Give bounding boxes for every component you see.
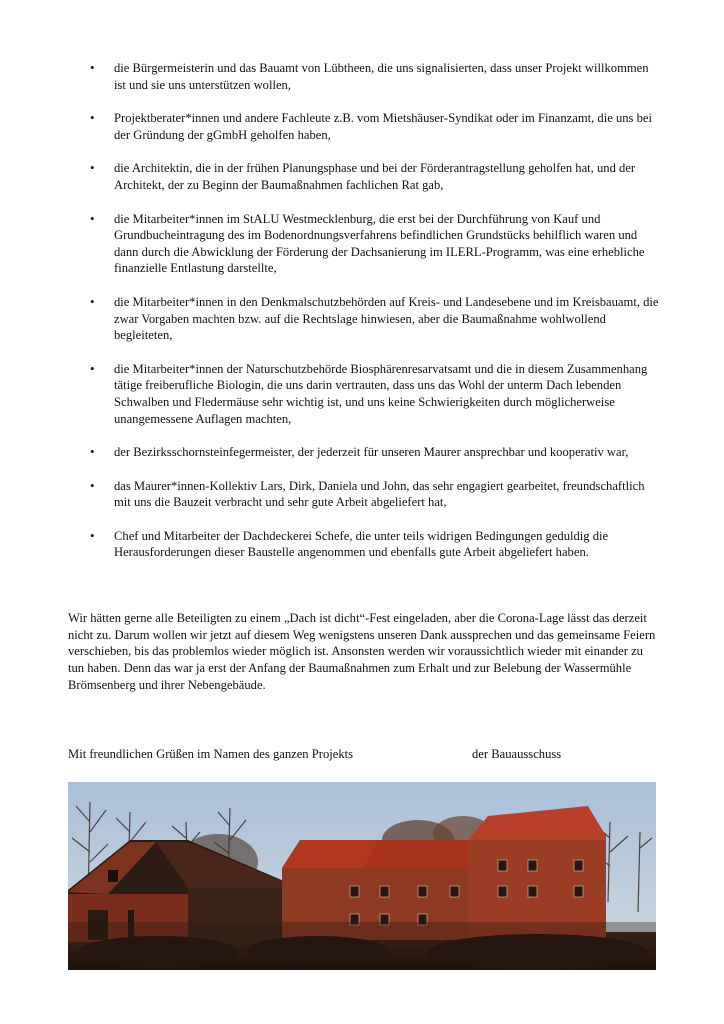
list-item-text: die Bürgermeisterin und das Bauamt von Lübtheen, die uns signalisierten, dass unser Projekt willkommen ist und sie uns unterstützen wollen, [114, 61, 649, 92]
bullet-icon: • [90, 360, 95, 376]
mill-photo-illustration [68, 782, 656, 970]
list-item [68, 160, 660, 193]
mill-photo [68, 782, 656, 970]
list-item [68, 211, 660, 277]
list-item-text: das Maurer*innen-Kollektiv Lars, Dirk, Daniela und John, das sehr engagiert gearbeitet, freundschaftlich mit uns die Bauzeit verbracht und sehr gute Arbeit abgeliefert hat, [114, 478, 645, 510]
bullet-icon: • [90, 60, 95, 75]
list-item-text: die Mitarbeiter*innen der Naturschutzbehörde Biosphärenresarvatsamt und die in diesem Zusammenhang tätige freiberufliche Biologin, die uns darin vertrauten, dass uns das Wohl der unterm Dach lebenden Schwalben und Fledermäuse sehr wichtig ist, und uns keine Schwierigkeiten durch möglicherweise unangemessene Auflagen machten, [114, 361, 648, 426]
list-item-text: Chef und Mitarbeiter der Dachdeckerei Schefe, die unter teils widrigen Bedingungen geduldig die Herausforderungen dieser Baustelle angenommen und ebenfalls gute Arbeit abgeliefert haben. [114, 528, 609, 560]
greeting-line [68, 746, 660, 762]
list-item [68, 444, 660, 461]
bullet-icon: • [90, 293, 95, 309]
list-item-text: die Mitarbeiter*innen im StALU Westmecklenburg, die erst bei der Durchführung von Kauf und Grundbucheintragung des im Bodenordnungsverfahrens befindlichen Grundstücks behilflich waren und dann durch die Abwicklung der Förderung der Dachsanierung im ILERL-Programm, was eine erhebliche finanzielle Entlastung darstellte, [114, 211, 645, 276]
list-item-text: Projektberater*innen und andere Fachleute z.B. vom Mietshäuser-Syndikat oder im Finanzamt, die uns bei der Gründung der gGmbH geholfen haben, [114, 111, 652, 142]
bullet-icon: • [90, 527, 95, 543]
greeting-text: Mit freundlichen Grüßen im Namen des ganzen Projekts [68, 747, 354, 761]
list-item-text: die Architektin, die in der frühen Planungsphase und bei der Förderantragstellung geholfen hat, und der Architekt, der zu Beginn der Baumaßnahmen fachlichen Rat gab, [114, 161, 636, 192]
list-item-text: die Mitarbeiter*innen in den Denkmalschutzbehörden auf Kreis- und Landesebene und im Kreisbauamt, die zwar Vorgaben machten bzw. auf die Rechtslage hinwiesen, aber die Baumaßnahme wohlwollend begleiteten, [114, 294, 659, 343]
signature: der Bauausschuss [472, 747, 562, 761]
list-item [68, 110, 660, 143]
list-item-text: der Bezirksschornsteinfegermeister, der jederzeit für unseren Maurer ansprechbar und kooperativ war, [114, 445, 629, 460]
list-item [68, 361, 660, 427]
bullet-icon: • [90, 477, 95, 493]
bullet-icon: • [90, 160, 95, 176]
list-item [68, 528, 660, 561]
closing-paragraph: Wir hätten gerne alle Beteiligten zu einem „Dach ist dicht“-Fest eingeladen, aber die Corona-Lage lässt das derzeit nicht zu. Darum wollen wir jetzt auf diesem Weg wenigstens unseren Dank aussprechen und das gemeinsame Feiern verschieben, bis das problemlos wieder möglich ist. Ansonsten werden wir voraussichtlich wieder mit einander zu tun haben. Denn das war ja erst der Anfang der Baumaßnahmen zum Erhalt und zur Belebung der Wassermühle Brömsenberg und ihrer Nebengebäude. [68, 611, 656, 692]
list-item [68, 478, 660, 511]
list-item [68, 294, 660, 344]
bullet-icon: • [90, 110, 95, 126]
thanks-list [68, 60, 660, 578]
list-item [68, 60, 660, 93]
bullet-icon: • [90, 444, 95, 460]
bullet-icon: • [90, 210, 95, 226]
